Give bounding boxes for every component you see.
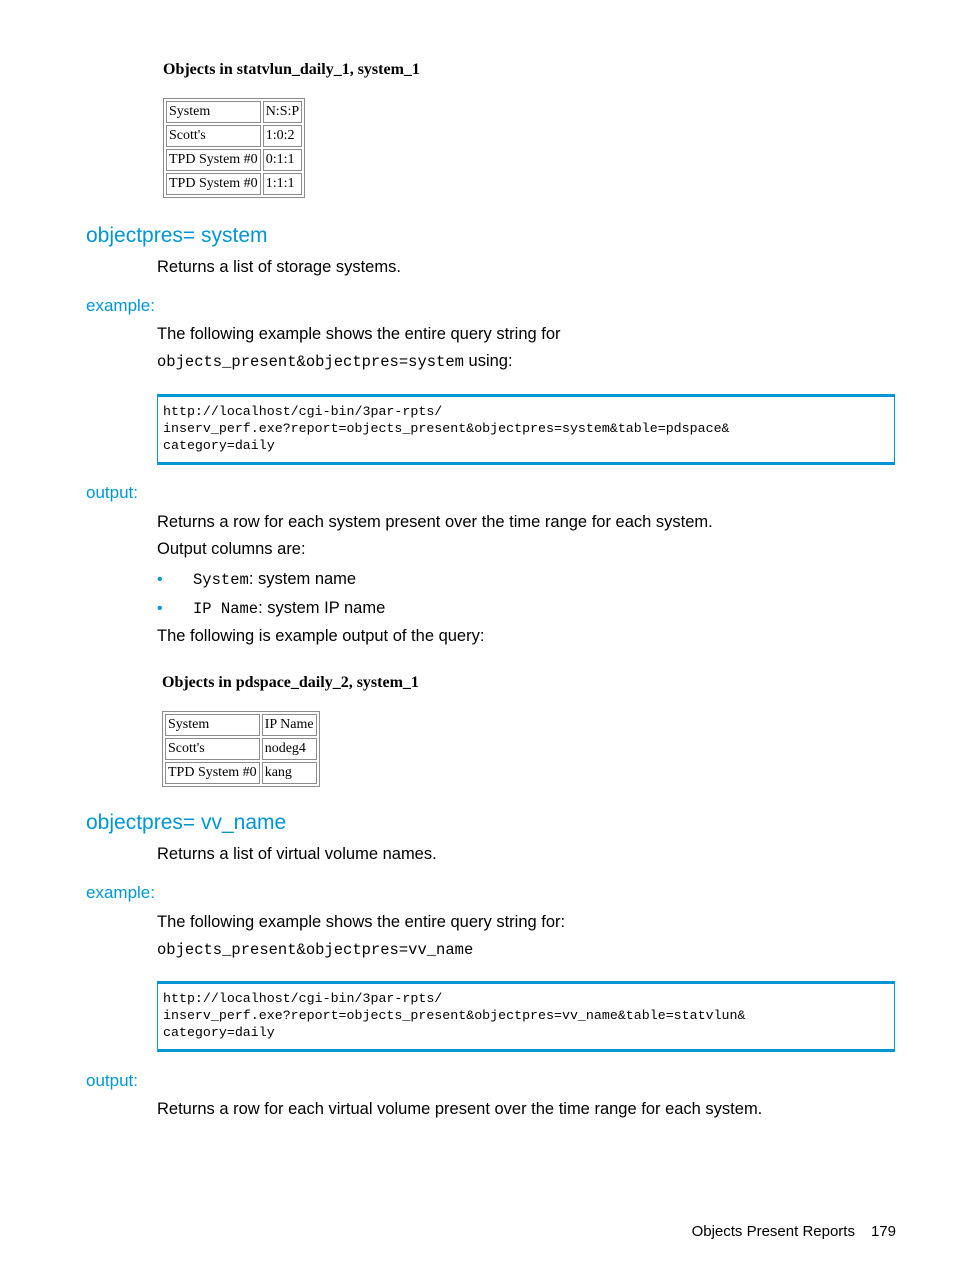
table-cell: 0:1:1 [263, 149, 302, 171]
table-row [166, 125, 302, 147]
query-string-code: objects_present&objectpres=system [157, 353, 464, 371]
column-desc: : system IP name [258, 599, 386, 617]
table-header-cell: IP Name [262, 714, 317, 736]
table-row [166, 149, 302, 171]
code-line: inserv_perf.exe?report=objects_present&objectpres=system&table=pdspace& [163, 421, 730, 436]
table-row [165, 738, 317, 760]
code-line: category=daily [163, 1025, 275, 1040]
table-header-row [165, 714, 317, 736]
table1 [163, 98, 305, 198]
table-header-row [166, 101, 302, 123]
page-footer [692, 1223, 896, 1240]
list-item-text [193, 599, 385, 618]
column-name-code: IP Name [193, 600, 259, 618]
example-heading: example: [86, 296, 155, 315]
table-header-cell: System [166, 101, 261, 123]
url-code-block [157, 394, 895, 465]
table-cell: Scott's [166, 125, 261, 147]
list-item [157, 599, 386, 618]
example-query-line [157, 940, 473, 959]
footer-section-title: Objects Present Reports [691, 1223, 855, 1240]
output-heading: output: [86, 483, 138, 502]
section-heading-system: objectpres= system [86, 224, 268, 247]
section-description: Returns a list of storage systems. [157, 258, 401, 276]
example-heading: example: [86, 883, 155, 902]
example-query-line [157, 352, 513, 371]
example-intro: The following example shows the entire query string for: [157, 913, 566, 931]
page-number: 179 [870, 1223, 896, 1240]
table-header-cell: System [165, 714, 260, 736]
output-heading: output: [86, 1071, 138, 1090]
example-output-intro: The following is example output of the query: [157, 627, 485, 645]
table-header-cell: N:S:P [263, 101, 302, 123]
output-description: Returns a row for each system present over the time range for each system. [157, 513, 713, 531]
code-line: category=daily [163, 438, 275, 453]
table-cell: Scott's [165, 738, 260, 760]
output-columns-intro: Output columns are: [157, 540, 306, 558]
table1-title: Objects in statvlun_daily_1, system_1 [163, 61, 420, 78]
table-cell: nodeg4 [262, 738, 317, 760]
code-line: http://localhost/cgi-bin/3par-rpts/ [163, 991, 443, 1006]
table-cell: TPD System #0 [166, 173, 261, 195]
table-cell: TPD System #0 [165, 762, 260, 784]
table-cell: TPD System #0 [166, 149, 261, 171]
output-description: Returns a row for each virtual volume present over the time range for each system. [157, 1100, 763, 1118]
code-line: http://localhost/cgi-bin/3par-rpts/ [163, 404, 443, 419]
table2 [162, 711, 320, 787]
table-row [165, 762, 317, 784]
table-row [166, 173, 302, 195]
list-item-text [193, 570, 356, 589]
section-heading-vv-name: objectpres= vv_name [86, 811, 287, 834]
column-name-code: System [193, 571, 249, 589]
code-line: inserv_perf.exe?report=objects_present&objectpres=vv_name&table=statvlun& [163, 1008, 746, 1023]
column-desc: : system name [248, 570, 357, 588]
bullet-icon: • [157, 600, 163, 617]
list-item [157, 570, 357, 589]
query-suffix: using: [463, 352, 513, 370]
section-description: Returns a list of virtual volume names. [157, 845, 437, 863]
table-cell: 1:0:2 [263, 125, 302, 147]
table2-title: Objects in pdspace_daily_2, system_1 [162, 674, 419, 691]
url-code-block [157, 981, 895, 1052]
table-cell: kang [262, 762, 317, 784]
query-string-code: objects_present&objectpres=vv_name [157, 941, 474, 959]
example-intro: The following example shows the entire query string for [157, 325, 561, 343]
table-cell: 1:1:1 [263, 173, 302, 195]
bullet-icon: • [157, 571, 163, 588]
